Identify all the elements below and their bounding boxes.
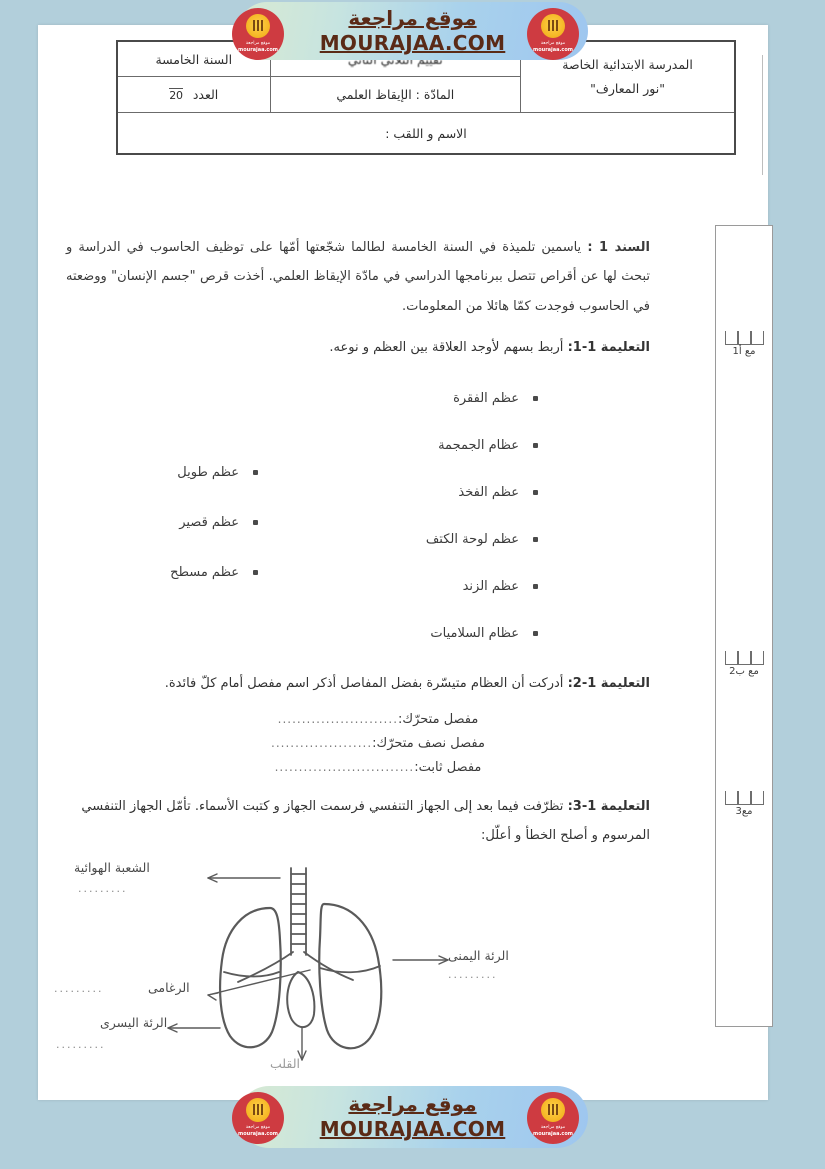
bullet-icon	[253, 570, 258, 575]
list-item[interactable]	[318, 375, 538, 422]
figure-label-right-lung: الرئة اليمنى	[448, 948, 509, 963]
school-name-line2: "نور المعارف"	[590, 81, 665, 96]
bullet-icon	[533, 584, 538, 589]
list-item[interactable]	[318, 469, 538, 516]
logo-caption	[238, 1125, 278, 1138]
figure-dots: .........	[56, 1038, 106, 1051]
instruction-2-text: أدركت أن العظام متيسّرة بفضل المفاصل أذكر اسم مفصل أمام كلّ فائدة.	[164, 676, 564, 692]
criteria-boxes[interactable]	[720, 791, 768, 805]
mark-label: العدد	[192, 86, 219, 102]
student-name-cell: الاسم و اللقب :	[117, 113, 735, 155]
bone-label: عظام الجمجمة	[438, 438, 519, 454]
answer-line-3[interactable]	[58, 760, 658, 775]
logo-caption-ar: موقع مراجعة	[540, 40, 566, 46]
figure-label-left-lung: الرئة اليسرى	[100, 1015, 168, 1030]
list-item[interactable]	[68, 547, 258, 597]
instruction-3-text: تظرّفت فيما بعد إلى الجهاز التنفسي فرسمت الجهاز و كتبت الأسماء. تأمّل الجهاز التنفسي المرسوم و أصلح الخطأ و أعلّل:	[81, 798, 650, 843]
instruction-1	[58, 334, 658, 363]
list-item[interactable]	[68, 497, 258, 547]
figure-label-trachea: الرغامى	[148, 980, 190, 995]
site-logo-icon	[232, 8, 284, 60]
promo-banner-bottom	[0, 1080, 825, 1156]
bullet-icon	[533, 537, 538, 542]
bone-label: عظم الفقرة	[453, 391, 519, 407]
figure-label-heart: القلب	[270, 1056, 301, 1071]
figure-dots: .........	[448, 968, 498, 981]
logo-caption-ar: موقع مراجعة	[540, 1124, 566, 1130]
promo-arabic: موقع مراجعة	[348, 1092, 477, 1116]
bullet-icon	[533, 631, 538, 636]
promo-url: MOURAJAA.COM	[319, 1117, 506, 1141]
criteria-boxes[interactable]	[720, 651, 768, 665]
site-logo-icon	[232, 1092, 284, 1144]
criteria-marker-3	[720, 791, 768, 817]
exam-body	[58, 220, 658, 863]
logo-disc-icon	[246, 1098, 270, 1122]
answer-dots: .....................	[271, 735, 373, 750]
logo-caption-en: mourajaa.com	[533, 47, 574, 53]
logo-caption-en: mourajaa.com	[533, 1131, 574, 1137]
logo-caption-en: mourajaa.com	[238, 1131, 279, 1137]
site-logo-icon	[527, 8, 579, 60]
logo-caption	[533, 1125, 573, 1138]
page-edge-mark	[756, 55, 763, 175]
mark-fraction	[169, 88, 183, 102]
list-item[interactable]	[318, 563, 538, 610]
figure-label-bronchus: الشعبة الهوائية	[74, 860, 150, 875]
logo-caption-ar: موقع مراجعة	[245, 1124, 271, 1130]
site-logo-icon	[527, 1092, 579, 1144]
bone-list	[318, 375, 538, 657]
logo-disc-icon	[541, 1098, 565, 1122]
logo-caption	[238, 41, 278, 54]
support-text: ياسمين تلميذة في السنة الخامسة لطالما شجّعتها أمّها على توظيف الحاسوب في الدراسة و تبحث لها عن أقراص تتصل ببرنامجها الدراسي في مادّة الإيقاظ العلمي. أخذت قرص "جسم الإنسان" ووضعته في الحاسوب فوجدت كمّا هائلا من المعلومات.	[66, 240, 650, 314]
support-label: السند 1 :	[587, 240, 650, 255]
answer-prompt: مفصل نصف متحرّك:	[372, 735, 485, 751]
answer-prompt: مفصل متحرّك:	[398, 711, 479, 727]
list-item[interactable]	[68, 447, 258, 497]
instruction-3-label: التعليمة 1-3:	[567, 798, 650, 814]
exam-sheet	[38, 25, 768, 1100]
paper-page	[38, 25, 768, 1100]
bone-type-label: عظم مسطح	[170, 564, 239, 580]
logo-caption-en: mourajaa.com	[238, 47, 279, 53]
bone-label: عظام السلاميات	[430, 626, 519, 642]
logo-disc-icon	[246, 14, 270, 38]
logo-disc-icon	[541, 14, 565, 38]
answer-dots: .........................	[277, 711, 399, 726]
bullet-icon	[253, 470, 258, 475]
matching-exercise	[58, 375, 658, 660]
answer-line-1[interactable]	[58, 712, 658, 727]
figure-dots: .........	[54, 982, 104, 995]
bone-label: عظم الفخذ	[458, 485, 519, 501]
bone-label: عظم لوحة الكتف	[425, 532, 519, 548]
bullet-icon	[253, 520, 258, 525]
list-item[interactable]	[318, 516, 538, 563]
list-item[interactable]	[318, 610, 538, 657]
bullet-icon	[533, 490, 538, 495]
criteria-label: مع3	[735, 806, 753, 817]
criteria-marker-2	[720, 651, 768, 677]
figure-dots: .........	[78, 882, 128, 895]
bone-type-label: عظم طويل	[177, 464, 239, 480]
mark-cell	[117, 77, 270, 113]
instruction-1-text: أربط بسهم لأوجد العلاقة بين العظم و نوعه.	[329, 339, 564, 355]
promo-url: MOURAJAA.COM	[319, 31, 506, 55]
table-row	[117, 113, 735, 155]
answer-line-2[interactable]	[58, 736, 658, 751]
level-cell: السنة الخامسة	[117, 41, 270, 77]
list-item[interactable]	[318, 422, 538, 469]
criteria-label: مع ب2	[729, 666, 759, 677]
criteria-marker-1	[720, 331, 768, 357]
instruction-2-label: التعليمة 1-2:	[567, 676, 650, 692]
instruction-3	[58, 793, 658, 850]
criteria-boxes[interactable]	[720, 331, 768, 345]
logo-caption	[533, 41, 573, 54]
answer-dots: .............................	[274, 759, 415, 774]
school-name-line1: المدرسة الابتدائية الخاصة	[562, 57, 693, 73]
promo-banner-top	[0, 0, 825, 70]
promo-arabic: موقع مراجعة	[348, 6, 477, 30]
mark-total: 20	[169, 89, 183, 103]
instruction-1-label: التعليمة 1-1:	[567, 339, 650, 355]
bullet-icon	[533, 443, 538, 448]
bullet-icon	[533, 396, 538, 401]
bone-type-list	[68, 447, 258, 597]
logo-caption-ar: موقع مراجعة	[245, 40, 271, 46]
support-paragraph	[58, 233, 658, 321]
criteria-label: مع أ1	[732, 346, 756, 357]
respiratory-system-figure	[48, 860, 568, 1080]
instruction-2	[58, 670, 658, 699]
answer-prompt: مفصل ثابت:	[414, 759, 482, 775]
criteria-margin-column	[715, 225, 773, 1027]
subject-cell: المادّة : الإيقاظ العلمي	[270, 77, 521, 113]
bone-label: عظم الزند	[462, 579, 519, 595]
bone-type-label: عظم قصير	[179, 514, 239, 530]
